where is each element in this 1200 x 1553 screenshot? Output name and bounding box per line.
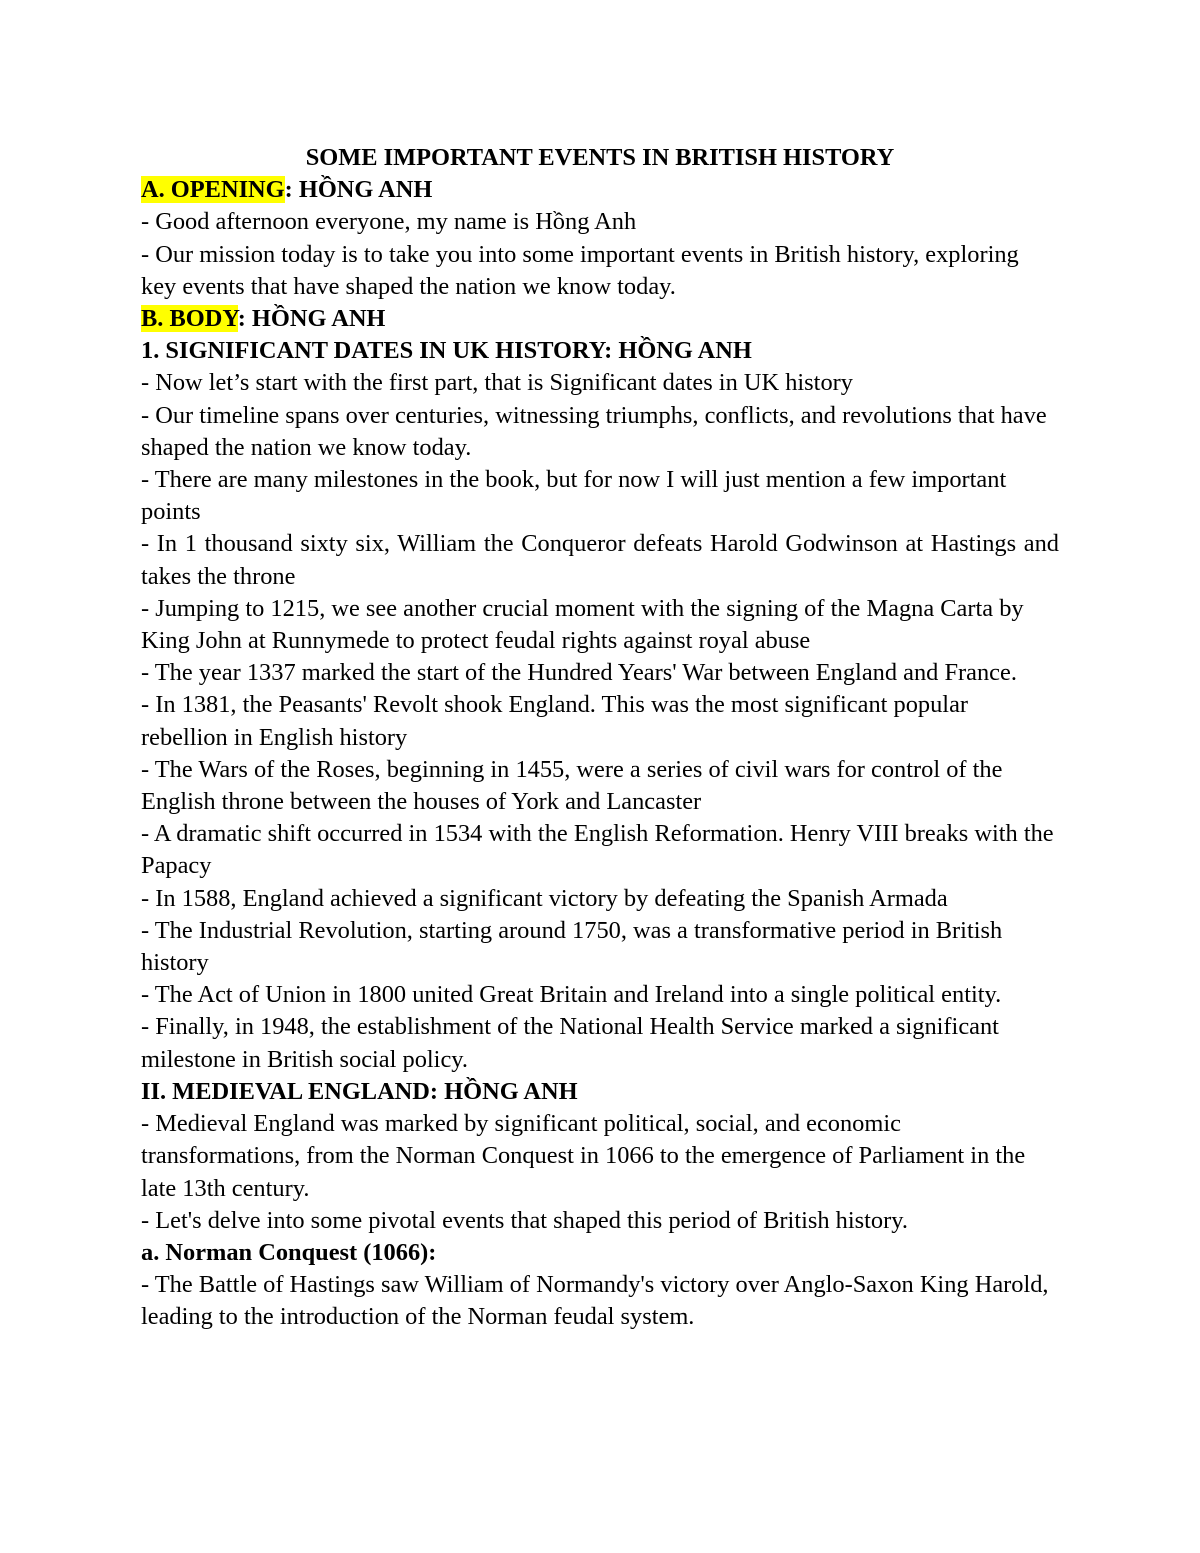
section1-line: - Our timeline spans over centuries, witnessing triumphs, conflicts, and revolutions that have shaped the nation we know today. xyxy=(141,401,1047,461)
section1-line: - Now let’s start with the first part, that is Significant dates in UK history xyxy=(141,369,853,397)
opening-heading-rest: : HỒNG ANH xyxy=(284,176,433,204)
opening-highlight: A. OPENING xyxy=(141,176,285,204)
body-heading xyxy=(141,303,1059,335)
section1-line: - The Act of Union in 1800 united Great Britain and Ireland into a single political entity. xyxy=(141,981,1002,1009)
section2-line: - Medieval England was marked by significant political, social, and economic transformations, from the Norman Conquest in 1066 to the emergence of Parliament in the late 13th century. xyxy=(141,1110,1026,1202)
opening-line-1: - Good afternoon everyone, my name is Hồng Anh xyxy=(141,208,637,236)
section1-heading: 1. SIGNIFICANT DATES IN UK HISTORY: HỒNG ANH xyxy=(141,337,752,365)
section1-line: - In 1588, England achieved a significant victory by defeating the Spanish Armada xyxy=(141,884,948,912)
opening-line-2: - Our mission today is to take you into some important events in British history, exploring key events that have shaped the nation we know today. xyxy=(141,240,1019,300)
section1-line: - The Industrial Revolution, starting around 1750, was a transformative period in British history xyxy=(141,916,1003,977)
section1-line: - A dramatic shift occurred in 1534 with the English Reformation. Henry VIII breaks with the Papacy xyxy=(141,820,1054,880)
section1-line: - In 1 thousand sixty six, William the Conqueror defeats Harold Godwinson at Hastings and takes the throne xyxy=(141,530,1059,590)
subsection-a-line: - The Battle of Hastings saw William of Normandy's victory over Anglo-Saxon King Harold, leading to the introduction of the Norman feudal system. xyxy=(141,1271,1049,1331)
document-title: SOME IMPORTANT EVENTS IN BRITISH HISTORY xyxy=(305,144,895,171)
section1-line: - Jumping to 1215, we see another crucial moment with the signing of the Magna Carta by King John at Runnymede to protect feudal rights against royal abuse xyxy=(141,594,1024,655)
section1-line: - The Wars of the Roses, beginning in 1455, were a series of civil wars for control of the English throne between the houses of York and Lancaster xyxy=(141,755,1003,816)
section2-heading: II. MEDIEVAL ENGLAND: HỒNG ANH xyxy=(141,1077,578,1105)
section1-line: - In 1381, the Peasants' Revolt shook England. This was the most significant popular rebellion in English history xyxy=(141,691,969,751)
section1-line: - The year 1337 marked the start of the Hundred Years' War between England and France. xyxy=(141,659,1017,687)
body-heading-rest: : HỒNG ANH xyxy=(237,305,386,333)
subsection-a-heading: a. Norman Conquest (1066): xyxy=(141,1238,437,1266)
section2-line: - Let's delve into some pivotal events that shaped this period of British history. xyxy=(141,1206,908,1234)
section1-line: - Finally, in 1948, the establishment of the National Health Service marked a significant milestone in British social policy. xyxy=(141,1013,999,1073)
document-page xyxy=(141,142,1059,1334)
section1-line: - There are many milestones in the book, but for now I will just mention a few important points xyxy=(141,466,1007,526)
opening-heading xyxy=(141,174,1059,206)
body-highlight: B. BODY xyxy=(141,305,238,333)
